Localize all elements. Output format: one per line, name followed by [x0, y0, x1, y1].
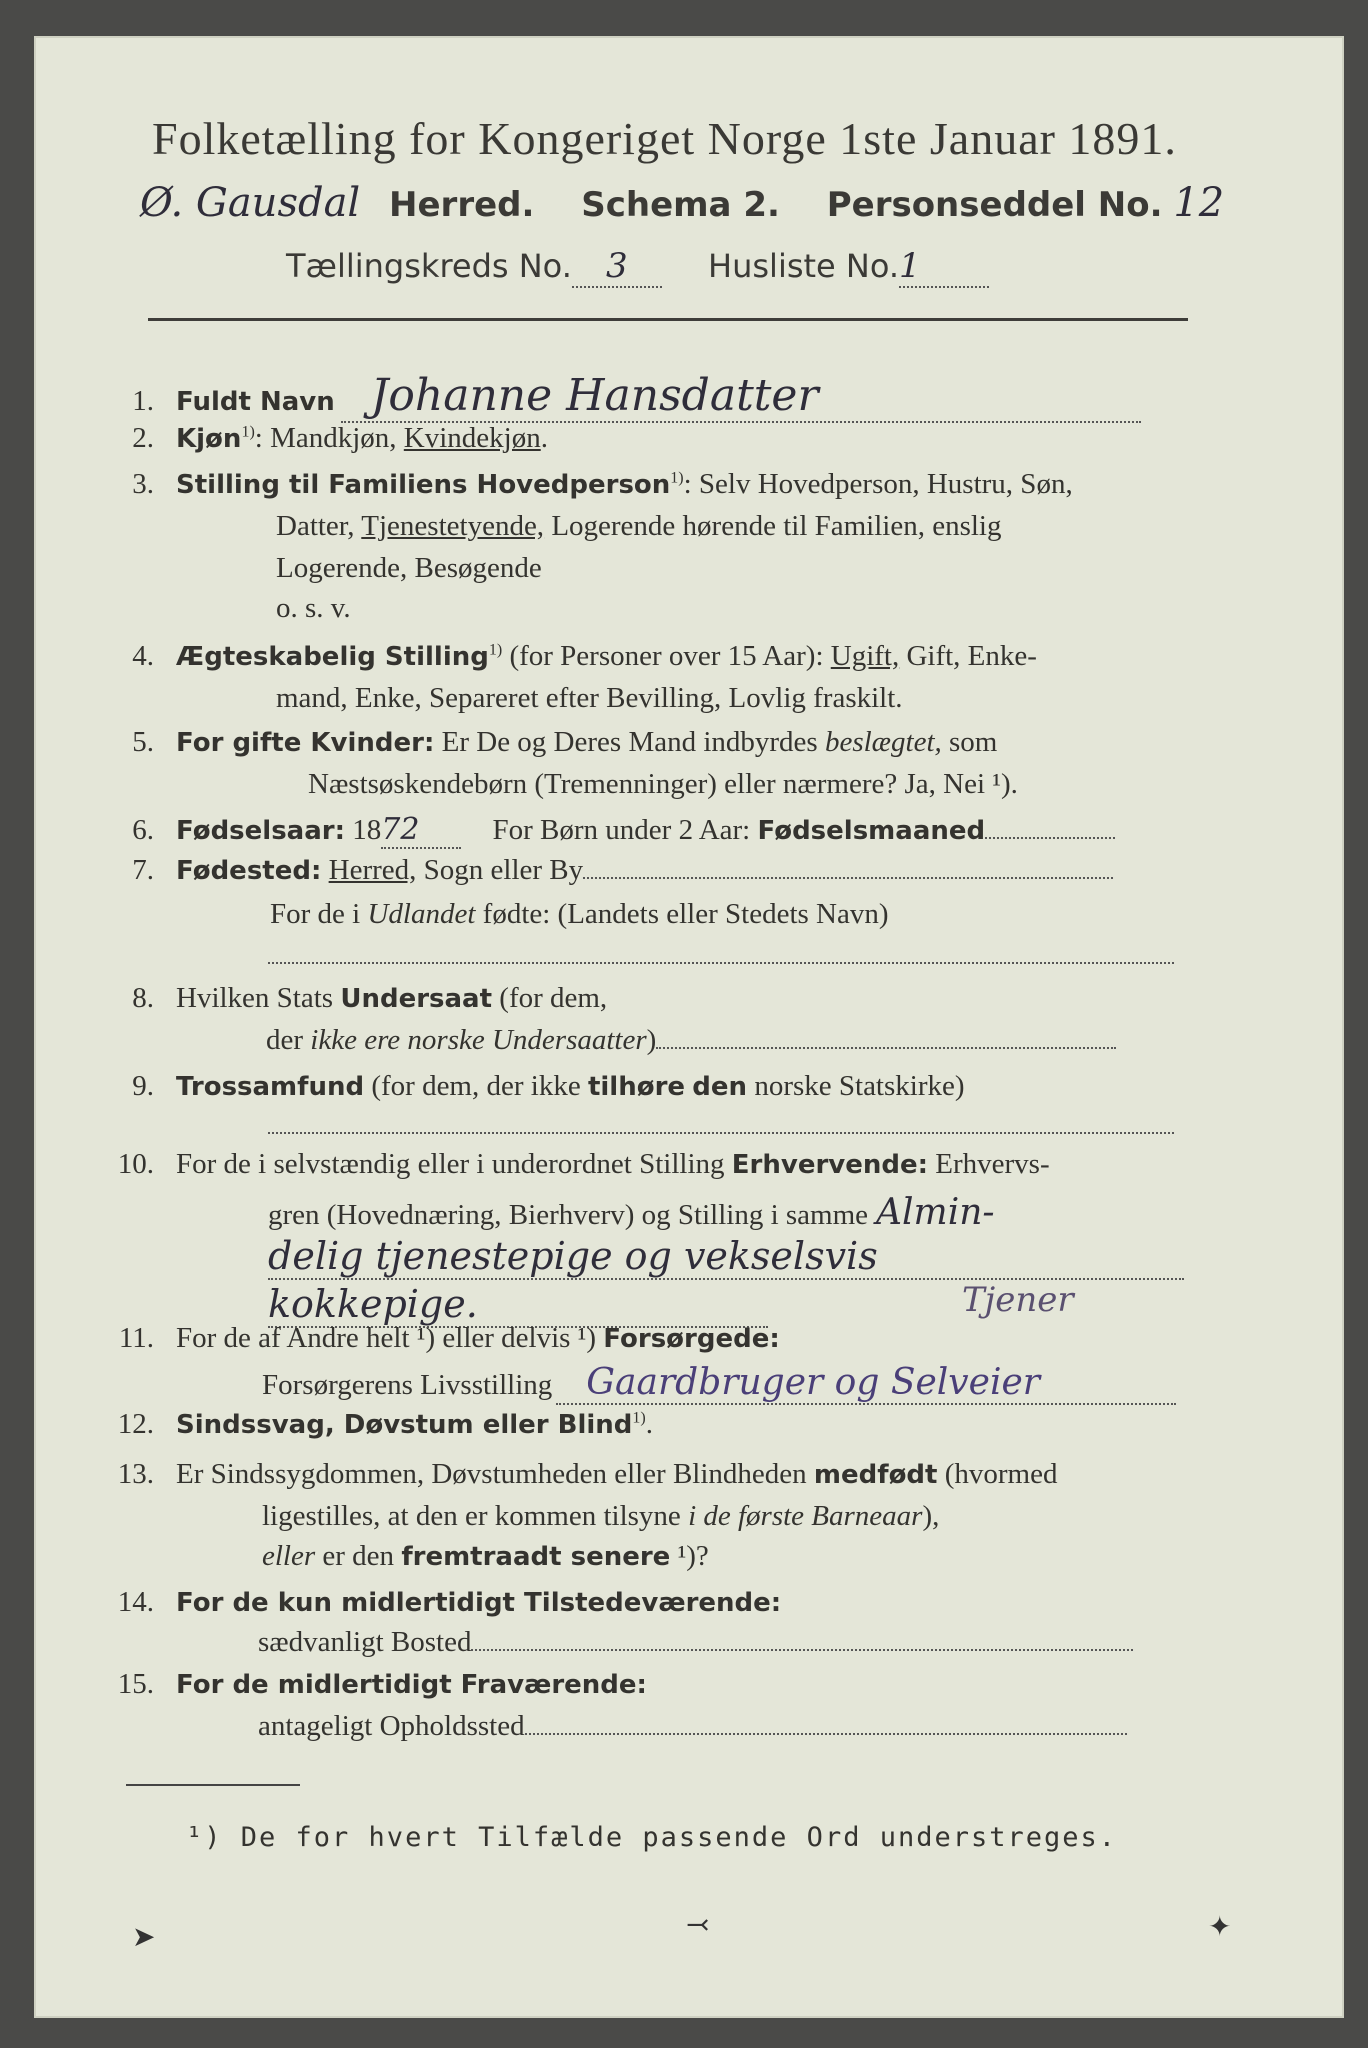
question-13-line-3	[262, 1540, 709, 1573]
question-11-line-2	[262, 1362, 1176, 1405]
q9-text-b: norske Statskirke)	[747, 1070, 965, 1102]
q13-line3-b: ¹)?	[670, 1540, 709, 1572]
q9-number: 9.	[132, 1070, 154, 1102]
q12-end: .	[645, 1408, 653, 1440]
birth-year-value: 72	[381, 812, 420, 847]
q3-underlined-option: Tjenestetyende,	[361, 510, 545, 542]
q13-line3-italic: eller	[262, 1540, 316, 1572]
q13-line3-a: er den	[315, 1540, 402, 1572]
q9-text-a: (for dem, der ikke	[364, 1070, 588, 1102]
q4-line2: mand, Enke, Separeret efter Bevilling, Lovlig fraskilt.	[276, 682, 903, 714]
question-9	[100, 1070, 965, 1103]
q2-number: 2.	[132, 422, 154, 454]
q14-label: For de kun midlertidigt Tilstedeværende:	[176, 1588, 782, 1618]
q15-line2: antageligt Opholdssted	[258, 1710, 525, 1742]
q8-line2-b: )	[646, 1024, 657, 1056]
q8-number: 8.	[132, 982, 154, 1014]
q3-line4: o. s. v.	[276, 592, 351, 624]
q2-end: .	[540, 422, 548, 454]
herred-value: Ø. Gausdal	[140, 180, 361, 226]
q6-label2: Fødselsmaaned	[757, 816, 986, 846]
q13-italic: i de første Barneaar	[688, 1500, 923, 1532]
q3-label: Stilling til Familiens Hovedperson	[176, 470, 671, 500]
q2-footnote-ref: 1)	[241, 423, 255, 441]
q8-text-a: Hvilken Stats	[176, 982, 341, 1014]
q2-underlined-option: Kvindekjøn	[403, 422, 541, 454]
q5-label: For gifte Kvinder:	[176, 728, 435, 758]
q8-label: Undersaat	[340, 984, 493, 1014]
q7-label: Fødested:	[176, 856, 322, 886]
q12-number: 12.	[117, 1408, 154, 1440]
question-10-line-2	[268, 1192, 995, 1233]
q4-label: Ægteskabelig Stilling	[176, 642, 489, 672]
q5-line2: Næstsøskendebørn (Tremenninger) eller nærmere? Ja, Nei ¹).	[308, 768, 1018, 800]
q3-line2-a: Datter,	[276, 510, 362, 542]
question-7-line-2	[270, 898, 889, 931]
full-name-value: Johanne Hansdatter	[370, 370, 819, 421]
question-14	[100, 1586, 781, 1619]
q8-line2-a: der	[266, 1024, 311, 1056]
q3-line3: Logerende, Besøgende	[276, 552, 542, 584]
question-8	[100, 982, 607, 1015]
question-12	[100, 1408, 653, 1441]
crop-mark-icon: ✦	[1208, 1910, 1232, 1943]
provider-occupation-value: Gaardbruger og Selveier	[586, 1362, 1040, 1403]
question-3-line-2	[276, 510, 1002, 543]
q13-line2-b: ),	[922, 1500, 940, 1532]
q13-label: medfødt	[813, 1460, 938, 1490]
q9-bold-1: tilhøre	[587, 1072, 686, 1102]
q5-italic: beslægtet,	[824, 726, 942, 758]
q2-label: Kjøn	[176, 424, 242, 454]
q7-italic: Udlandet	[367, 898, 476, 930]
q4-footnote-ref: 1)	[488, 641, 503, 659]
question-13	[100, 1458, 1057, 1491]
question-13-line-2	[262, 1500, 939, 1533]
question-6	[100, 812, 1115, 849]
q9-blank-line	[268, 1132, 1174, 1134]
form-title: Folketælling for Kongeriget Norge 1ste Januar 1891.	[152, 113, 1177, 164]
q6-number: 6.	[132, 814, 154, 846]
q3-text: : Selv Hovedperson, Hustru, Søn,	[683, 468, 1073, 500]
q3-line2-b: Logerende hørende til Familien, enslig	[544, 510, 1002, 542]
q13-text-b: (hvormed	[937, 1458, 1058, 1490]
q1-label: Fuldt Navn	[176, 387, 335, 417]
q8-italic: ikke ere norske Undersaatter	[310, 1024, 647, 1056]
occupation-value-4: Tjener	[962, 1280, 1074, 1320]
q7-line2-b: fødte: (Landets eller Stedets Navn)	[475, 898, 889, 930]
q2-text: : Mandkjøn,	[254, 422, 404, 454]
q11-label: Forsørgede:	[603, 1324, 780, 1354]
q11-text-a: For de af Andre helt ¹) eller delvis ¹)	[176, 1322, 604, 1354]
question-15-line-2	[258, 1710, 1127, 1743]
husliste-value: 1	[899, 246, 921, 286]
q11-number: 11.	[118, 1322, 154, 1354]
q7-text: Sogn eller By	[416, 854, 584, 886]
q13-line3-bold: fremtraadt senere	[401, 1542, 671, 1572]
husliste-label: Husliste No.	[708, 247, 900, 285]
crop-mark-icon: ⤙	[686, 1908, 710, 1941]
personseddel-value: 12	[1173, 180, 1225, 226]
q13-number: 13.	[117, 1458, 154, 1490]
q4-number: 4.	[132, 640, 154, 672]
q13-line2-a: ligestilles, at den er kommen tilsyne	[262, 1500, 689, 1532]
q15-label: For de midlertidigt Fraværende:	[176, 1670, 647, 1700]
question-15	[100, 1668, 647, 1701]
occupation-value-2: delig tjenestepige og vekselsvis	[268, 1234, 878, 1278]
q11-line2: Forsørgerens Livsstilling	[262, 1369, 553, 1401]
q12-footnote-ref: 1)	[632, 1409, 646, 1427]
q5-text-a: Er De og Deres Mand indbyrdes	[434, 726, 825, 758]
question-5	[100, 726, 997, 759]
q12-label: Sindssvag, Døvstum eller Blind	[176, 1410, 633, 1440]
q7-blank-line	[268, 962, 1174, 964]
q14-line2: sædvanligt Bosted	[258, 1626, 472, 1658]
q3-footnote-ref: 1)	[670, 469, 684, 487]
q10-answer-line-1	[268, 1234, 1184, 1280]
personseddel-label: Personseddel No.	[826, 185, 1163, 225]
taellingskreds-label: Tællingskreds No.	[286, 247, 572, 285]
q6-label: Fødselsaar:	[176, 816, 345, 846]
header-divider	[148, 318, 1188, 321]
question-3	[100, 468, 1073, 501]
q4-underlined-option: Ugift,	[830, 640, 900, 672]
q9-bold-2: den	[692, 1072, 748, 1102]
question-10	[100, 1148, 1050, 1181]
q10-line2: gren (Hovednæring, Bierhverv) og Stilling i samme	[268, 1199, 869, 1231]
header-line-taellingskreds	[286, 246, 989, 288]
q4-text-b: Gift, Enke-	[899, 640, 1037, 672]
q6-text-b: For Børn under 2 Aar:	[492, 814, 758, 846]
q10-text-b: Erhvervs-	[928, 1148, 1050, 1180]
question-4	[100, 640, 1037, 673]
q10-number: 10.	[117, 1148, 154, 1180]
q5-number: 5.	[132, 726, 154, 758]
header-line-herred	[140, 180, 1224, 226]
question-2	[100, 422, 548, 455]
question-8-line-2	[266, 1024, 1116, 1057]
q10-label: Erhvervende:	[731, 1150, 929, 1180]
footnote-divider	[126, 1784, 300, 1786]
taellingskreds-value: 3	[606, 246, 628, 286]
occupation-value-1: Almin-	[876, 1192, 995, 1233]
crop-mark-icon: ➤	[132, 1920, 156, 1953]
q13-text-a: Er Sindssygdommen, Døvstumheden eller Blindheden	[176, 1458, 814, 1490]
q10-text-a: For de i selvstændig eller i underordnet Stilling	[176, 1148, 732, 1180]
occupation-value-3: kokkepige.	[268, 1282, 478, 1326]
q3-number: 3.	[132, 468, 154, 500]
question-14-line-2	[258, 1626, 1133, 1659]
question-1	[100, 370, 1141, 423]
q6-prefix: 18	[352, 814, 382, 846]
footnote: ¹) De for hvert Tilfælde passende Ord understreges.	[186, 1822, 1118, 1853]
q7-underlined-option: Herred,	[328, 854, 417, 886]
q4-text-a: (for Personer over 15 Aar):	[502, 640, 831, 672]
q8-text-b: (for dem,	[492, 982, 608, 1014]
q7-line2-a: For de i	[270, 898, 368, 930]
question-7	[100, 854, 1113, 887]
q15-number: 15.	[117, 1668, 154, 1700]
schema-label: Schema 2.	[581, 185, 780, 225]
q9-label: Trossamfund	[176, 1072, 365, 1102]
q7-number: 7.	[132, 854, 154, 886]
q14-number: 14.	[117, 1586, 154, 1618]
q5-text-b: som	[941, 726, 998, 758]
herred-label: Herred.	[389, 185, 535, 225]
question-11	[100, 1322, 780, 1355]
q1-number: 1.	[132, 385, 154, 417]
